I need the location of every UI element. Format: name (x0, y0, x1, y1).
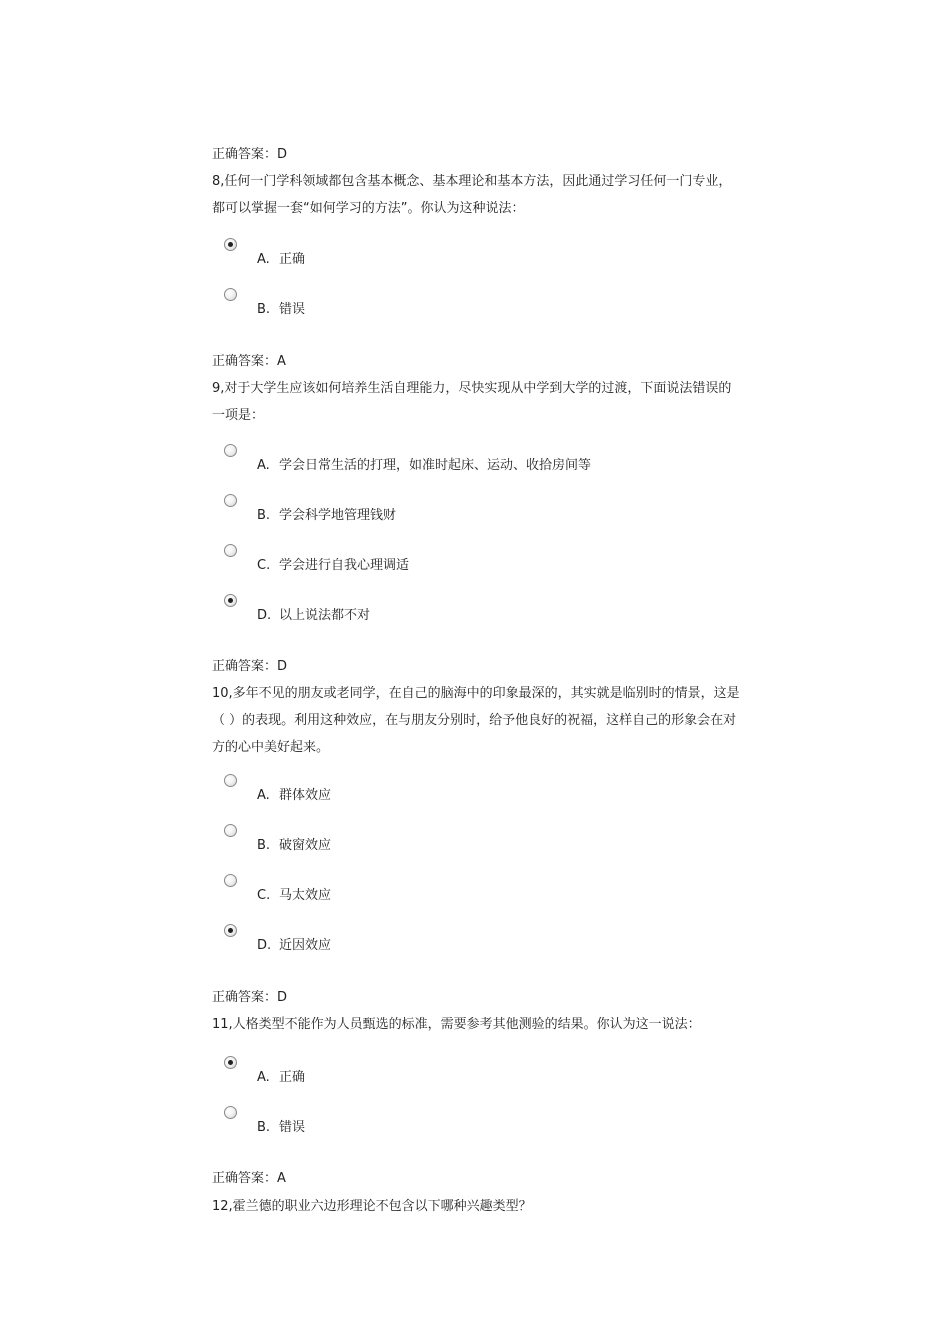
option-letter: A. (257, 1070, 270, 1085)
q10-option-d[interactable] (224, 924, 744, 964)
q11-option-a[interactable] (224, 1056, 744, 1096)
correct-answer-q10: 正确答案：D (212, 990, 288, 1005)
correct-answer-q11: 正确答案：A (212, 1171, 286, 1186)
q9-option-a[interactable] (224, 444, 744, 484)
option-text: 群体效应 (279, 788, 332, 803)
q9-option-b[interactable] (224, 494, 744, 534)
q10-option-a[interactable] (224, 774, 744, 814)
option-letter: A. (257, 788, 270, 803)
option-text: 学会进行自我心理调适 (279, 558, 410, 573)
option-text: 破窗效应 (279, 838, 332, 853)
correct-answer-q9: 正确答案：D (212, 659, 288, 674)
radio-unchecked-icon[interactable] (224, 824, 237, 837)
option-letter: D. (257, 938, 272, 953)
option-text: 近因效应 (279, 938, 332, 953)
correct-answer-q7: 正确答案：D (212, 147, 288, 162)
q10-option-c[interactable] (224, 874, 744, 914)
radio-unchecked-icon[interactable] (224, 774, 237, 787)
q11-option-b[interactable] (224, 1106, 744, 1146)
option-text: 学会科学地管理钱财 (279, 508, 397, 523)
option-text: 错误 (279, 1120, 306, 1135)
radio-unchecked-icon[interactable] (224, 288, 237, 301)
radio-unchecked-icon[interactable] (224, 1106, 237, 1119)
q9-option-d[interactable] (224, 594, 744, 634)
option-letter: B. (257, 1120, 271, 1135)
option-letter: B. (257, 838, 271, 853)
radio-checked-icon[interactable] (224, 594, 237, 607)
option-text: 正确 (279, 252, 306, 267)
option-text: 学会日常生活的打理，如准时起床、运动、收拾房间等 (279, 458, 592, 473)
q8-option-b[interactable] (224, 288, 744, 328)
option-text: 以上说法都不对 (279, 608, 371, 623)
option-text: 马太效应 (279, 888, 332, 903)
question-12-text: 12,霍兰德的职业六边形理论不包含以下哪种兴趣类型？ (212, 1199, 532, 1214)
option-letter: C. (257, 888, 271, 903)
question-8-text: 8,任何一门学科领域都包含基本概念、基本理论和基本方法，因此通过学习任何一门专业，都可以掌握一套“如何学习的方法”。你认为这种说法： (212, 174, 732, 216)
radio-unchecked-icon[interactable] (224, 544, 237, 557)
question-11-text: 11,人格类型不能作为人员甄选的标准，需要参考其他测验的结果。你认为这一说法： (212, 1017, 701, 1032)
q10-option-b[interactable] (224, 824, 744, 864)
option-letter: B. (257, 508, 271, 523)
radio-checked-icon[interactable] (224, 924, 237, 937)
option-letter: A. (257, 252, 270, 267)
question-10-text: 10,多年不见的朋友或老同学，在自己的脑海中的印象最深的，其实就是临别时的情景，这是（ ）的表现。利用这种效应，在与朋友分别时，给予他良好的祝福，这样自己的形象会在对方的心中美好起来。 (212, 686, 740, 755)
correct-answer-q8: 正确答案：A (212, 354, 286, 369)
radio-unchecked-icon[interactable] (224, 874, 237, 887)
radio-unchecked-icon[interactable] (224, 444, 237, 457)
q8-option-a[interactable] (224, 238, 744, 278)
radio-unchecked-icon[interactable] (224, 494, 237, 507)
option-letter: B. (257, 302, 271, 317)
option-text: 正确 (279, 1070, 306, 1085)
option-letter: D. (257, 608, 272, 623)
radio-checked-icon[interactable] (224, 238, 237, 251)
radio-checked-icon[interactable] (224, 1056, 237, 1069)
question-9-text: 9,对于大学生应该如何培养生活自理能力，尽快实现从中学到大学的过渡，下面说法错误的一项是： (212, 381, 732, 423)
q9-option-c[interactable] (224, 544, 744, 584)
option-letter: C. (257, 558, 271, 573)
option-text: 错误 (279, 302, 306, 317)
option-letter: A. (257, 458, 270, 473)
